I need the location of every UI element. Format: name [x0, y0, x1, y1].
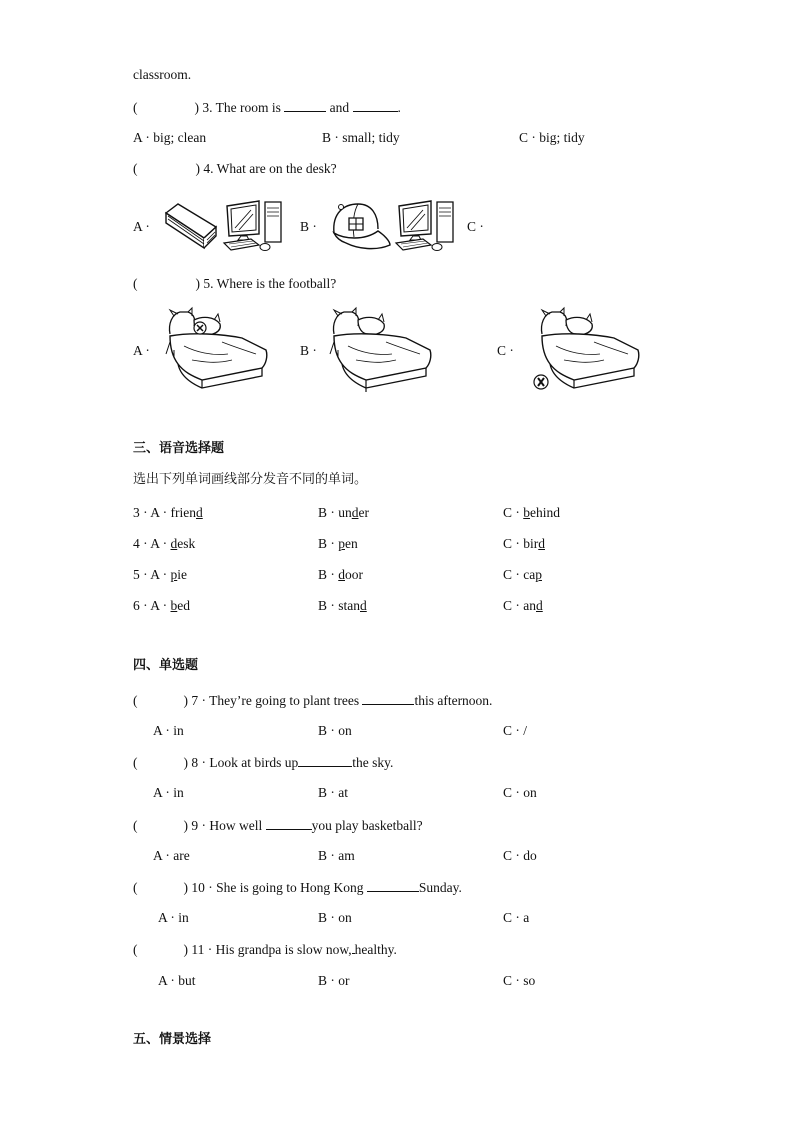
q10-option-c[interactable]: C · a — [503, 910, 530, 925]
blank-line[interactable] — [353, 99, 398, 112]
q4-option-a[interactable]: A · — [133, 219, 150, 234]
q11-option-c[interactable]: C · so — [503, 973, 536, 988]
q9-option-c[interactable]: C · do — [503, 848, 537, 863]
phonics-row: 5 · A · pie — [133, 567, 188, 582]
question-9: ( ) 9 · How well you play basketball? — [133, 818, 423, 833]
blank-line[interactable] — [362, 692, 414, 705]
question-5: ( ) 5. Where is the football? — [133, 276, 337, 291]
q3-option-c[interactable]: C · big; tidy — [519, 130, 585, 145]
blank-line[interactable] — [298, 754, 352, 767]
q11-option-b[interactable]: B · or — [318, 973, 350, 988]
section-4-title: 四、单选题 — [133, 658, 199, 673]
computer-image — [393, 198, 459, 252]
cap-image — [328, 201, 392, 251]
q10-option-b[interactable]: B · on — [318, 910, 352, 925]
q3-option-a[interactable]: A · big; clean — [133, 130, 207, 145]
phonics-option-c[interactable]: C · behind — [503, 505, 560, 520]
question-11: ( ) 11 · His grandpa is slow now, healthy. — [133, 942, 397, 957]
q10-option-a[interactable]: A · in — [158, 910, 189, 925]
phonics-row: 3 · A · friend — [133, 505, 203, 520]
q7-option-b[interactable]: B · on — [318, 723, 352, 738]
phonics-row: 4 · A · desk — [133, 536, 196, 551]
q8-option-b[interactable]: B · at — [318, 785, 348, 800]
bed-image — [534, 306, 642, 396]
answer-paren-open: ( — [133, 100, 138, 115]
continued-text: classroom. — [133, 67, 192, 82]
question-8: ( ) 8 · Look at birds up the sky. — [133, 755, 394, 770]
phonics-row: 6 · A · bed — [133, 598, 191, 613]
section-5-title: 五、情景选择 — [133, 1032, 212, 1047]
q5-option-a[interactable]: A · — [133, 343, 150, 358]
question-3: ( ) 3. The room is and . — [133, 100, 401, 115]
q5-option-b[interactable]: B · — [300, 343, 317, 358]
computer-image — [221, 198, 287, 252]
q11-option-a[interactable]: A · but — [158, 973, 196, 988]
section-3-title: 三、语音选择题 — [133, 441, 225, 456]
q9-option-b[interactable]: B · am — [318, 848, 355, 863]
blank-line[interactable] — [266, 817, 312, 830]
q7-option-a[interactable]: A · in — [153, 723, 184, 738]
phonics-option-b[interactable]: B · pen — [318, 536, 358, 551]
q8-option-c[interactable]: C · on — [503, 785, 537, 800]
phonics-option-c[interactable]: C · cap — [503, 567, 542, 582]
bed-image — [162, 306, 270, 392]
question-10: ( ) 10 · She is going to Hong Kong Sunday. — [133, 880, 462, 895]
bed-image — [326, 306, 434, 396]
phonics-option-b[interactable]: B · stand — [318, 598, 367, 613]
q7-option-c[interactable]: C · / — [503, 723, 528, 738]
q8-option-a[interactable]: A · in — [153, 785, 184, 800]
phonics-option-c[interactable]: C · and — [503, 598, 543, 613]
q5-option-c[interactable]: C · — [497, 343, 514, 358]
question-7: ( ) 7 · They’re going to plant trees this afternoon. — [133, 693, 493, 708]
blank-line[interactable] — [284, 99, 326, 112]
phonics-option-b[interactable]: B · under — [318, 505, 369, 520]
question-4: ( ) 4. What are on the desk? — [133, 161, 337, 176]
q3-option-b[interactable]: B · small; tidy — [322, 130, 400, 145]
q4-option-b[interactable]: B · — [300, 219, 317, 234]
phonics-option-b[interactable]: B · door — [318, 567, 363, 582]
q4-option-c[interactable]: C · — [467, 219, 484, 234]
blank-line[interactable] — [367, 879, 419, 892]
section-3-instructions: 选出下列单词画线部分发音不同的单词。 — [133, 472, 368, 487]
phonics-option-c[interactable]: C · bird — [503, 536, 545, 551]
book-image — [163, 201, 219, 249]
q9-option-a[interactable]: A · are — [153, 848, 190, 863]
